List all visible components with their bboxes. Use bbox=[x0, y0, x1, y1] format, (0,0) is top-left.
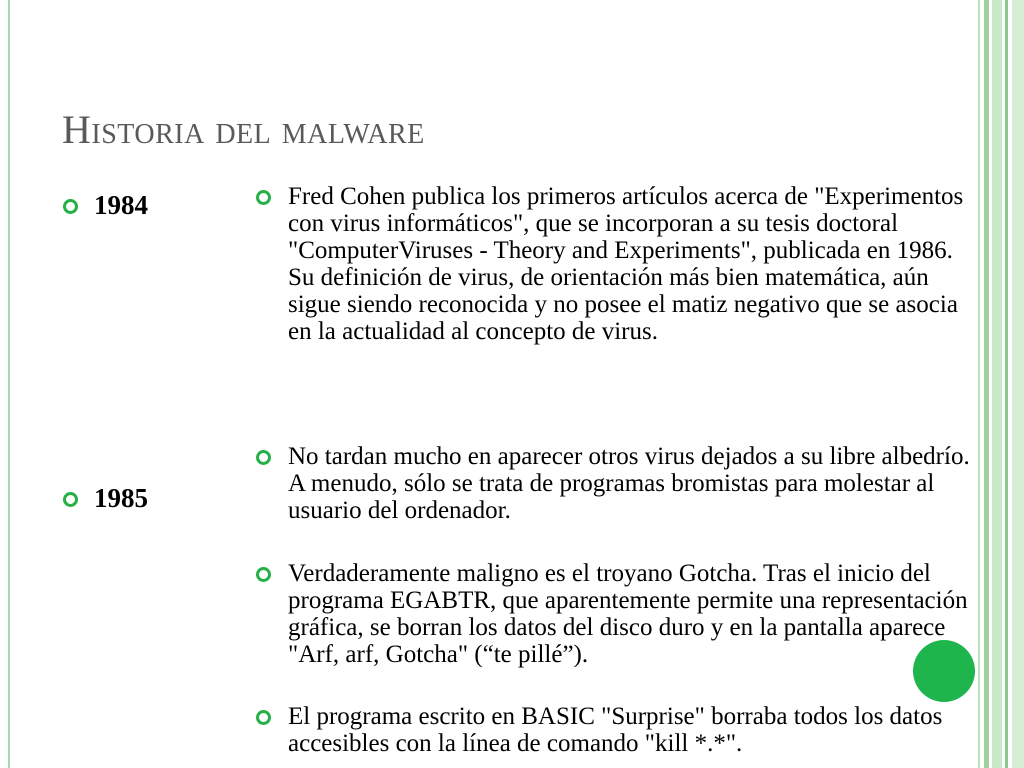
bullet-icon bbox=[63, 492, 78, 507]
year-label: 1984 bbox=[94, 190, 148, 220]
slide-title: Historia del malware bbox=[62, 107, 425, 152]
paragraph: El programa escrito en BASIC "Surprise" borraba todos los datos accesibles con la línea de comando "kill *.*". bbox=[288, 703, 943, 757]
bullet-icon bbox=[256, 450, 271, 465]
year-label: 1985 bbox=[94, 483, 148, 513]
green-circle-decoration bbox=[913, 640, 975, 702]
right-stripe bbox=[984, 0, 989, 768]
bullet-icon bbox=[256, 567, 271, 582]
paragraph: Fred Cohen publica los primeros artículos acerca de "Experimentos con virus informáticos", que se incorporan a su tesis doctoral "ComputerViruses - Theory and Experiments", publicada en 1986. Su definición de virus, de orientación más bien matemática, aún sigue siendo reconocida y no posee el matiz negativo que se asocia en la actualidad al concepto de virus. bbox=[288, 183, 964, 345]
paragraph: Verdaderamente maligno es el troyano Gotcha. Tras el inicio del programa EGABTR, que aparentemente permite una representación gráfica, se borran los datos del disco duro y en la pantalla aparece "Arf, arf, Gotcha" (“te pillé”). bbox=[288, 560, 968, 668]
right-stripe bbox=[978, 0, 980, 768]
right-stripe bbox=[1012, 0, 1024, 768]
bullet-icon bbox=[256, 710, 271, 725]
right-stripe bbox=[1005, 0, 1008, 768]
paragraph: No tardan mucho en aparecer otros virus dejados a su libre albedrío. A menudo, sólo se trata de programas bromistas para molestar al usuario del ordenador. bbox=[288, 443, 970, 524]
bullet-icon bbox=[63, 199, 78, 214]
right-stripe bbox=[992, 0, 1002, 768]
bullet-icon bbox=[256, 190, 271, 205]
left-border-line bbox=[8, 0, 10, 768]
